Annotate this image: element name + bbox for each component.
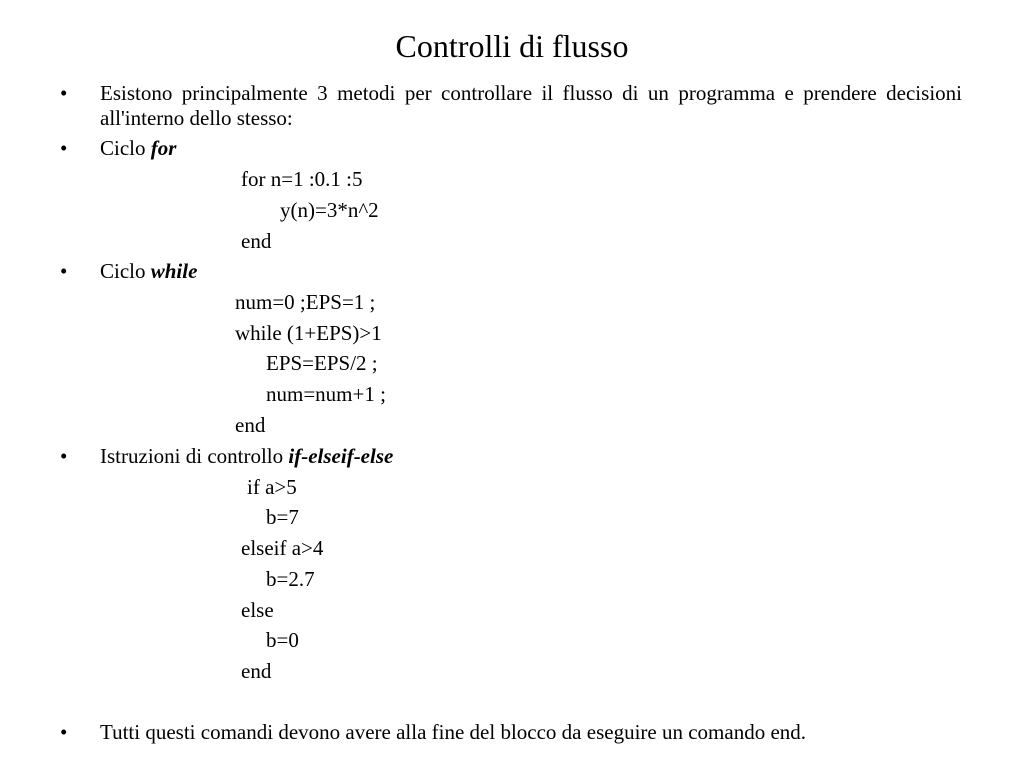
keyword-if-elseif-else: if-elseif-else xyxy=(288,444,394,468)
code-line: if a>5 xyxy=(247,475,297,499)
bullet-if-heading xyxy=(100,444,393,469)
code-line: while (1+EPS)>1 xyxy=(235,321,382,345)
bullet-icon: • xyxy=(60,259,68,283)
bullet-icon: • xyxy=(60,136,68,160)
code-line: EPS=EPS/2 ; xyxy=(266,351,378,375)
keyword-while: while xyxy=(150,259,198,283)
slide-title: Controlli di flusso xyxy=(395,28,629,64)
bullet-while-prefix: Ciclo xyxy=(100,259,151,283)
code-line: b=2.7 xyxy=(266,567,315,591)
code-line: num=0 ;EPS=1 ; xyxy=(235,290,376,314)
bullet-icon: • xyxy=(60,444,68,468)
code-line: else xyxy=(241,598,274,622)
code-line: end xyxy=(241,659,272,683)
code-line: end xyxy=(235,413,266,437)
bullet-icon: • xyxy=(60,81,68,105)
code-line: num=num+1 ; xyxy=(266,382,386,406)
code-line: end xyxy=(241,229,272,253)
code-line: elseif a>4 xyxy=(241,536,324,560)
bullet-if-prefix: Istruzioni di controllo xyxy=(100,444,289,468)
bullet-for-prefix: Ciclo xyxy=(100,136,151,160)
code-line: y(n)=3*n^2 xyxy=(280,198,379,222)
keyword-for: for xyxy=(150,136,177,160)
bullet-end-note: Tutti questi comandi devono avere alla fine del blocco da eseguire un comando end. xyxy=(100,720,807,744)
bullet-while-heading xyxy=(100,259,197,284)
bullet-for-heading xyxy=(100,136,176,161)
code-line: b=0 xyxy=(266,628,299,652)
bullet-intro-text: Esistono principalmente 3 metodi per controllare il flusso di un programma e prendere decisioni all'interno dello stesso: xyxy=(100,81,962,130)
bullet-icon: • xyxy=(60,720,68,744)
code-line: b=7 xyxy=(266,505,299,529)
code-line: for n=1 :0.1 :5 xyxy=(241,167,363,191)
